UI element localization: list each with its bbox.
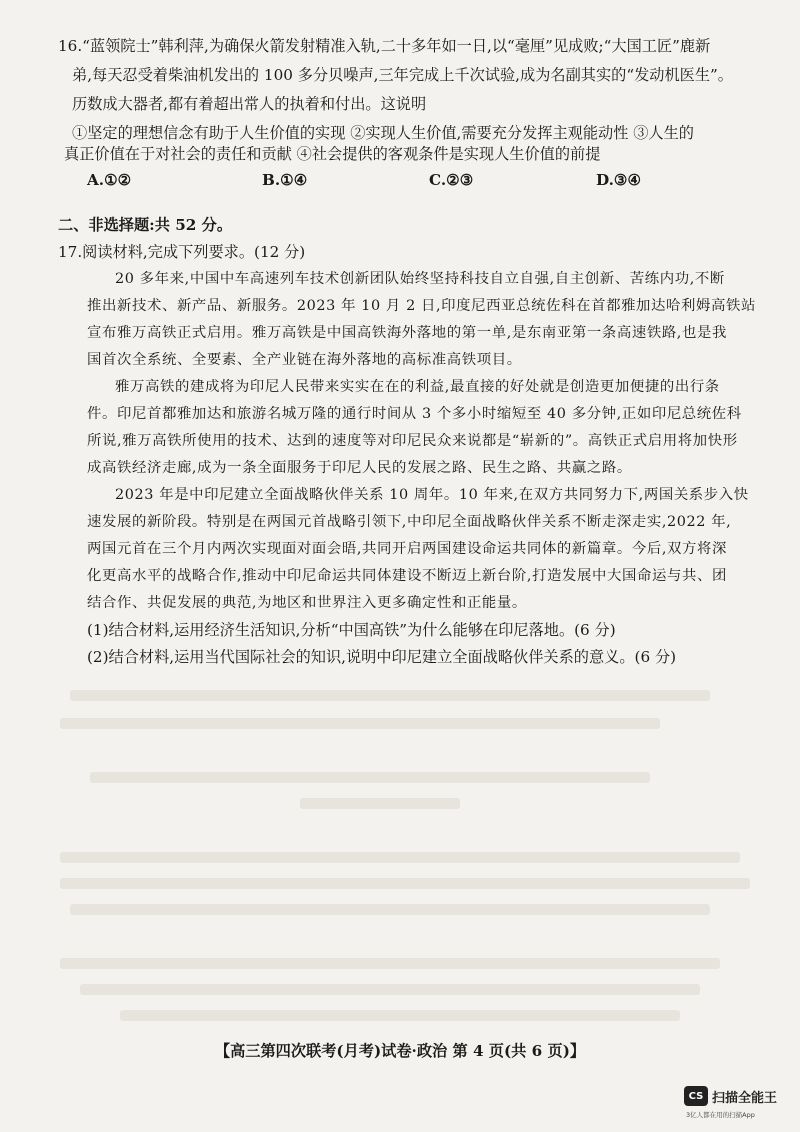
q17-subquestion-1: (1)结合材料,运用经济生活知识,分析“中国高铁”为什么能够在印尼落地。(6 分) xyxy=(87,621,616,639)
q17-passage-line: 速发展的新阶段。特别是在两国元首战略引领下,中印尼全面战略伙伴关系不断走深走实,2022 年, xyxy=(87,514,732,530)
q16-statement-line-1: ①坚定的理想信念有助于人生价值的实现 ②实现人生价值,需要充分发挥主观能动性 ③人生的 xyxy=(72,124,694,142)
q17-passage-line: 化更高水平的战略合作,推动中印尼命运共同体建设不断迈上新台阶,打造发展中大国命运与共、团 xyxy=(87,568,727,584)
q17-passage-line: 两国元首在三个月内两次实现面对面会晤,共同开启两国建设命运共同体的新篇章。今后,双方将深 xyxy=(87,541,727,557)
q17-passage-line: 国首次全系统、全要素、全产业链在海外落地的高标准高铁项目。 xyxy=(87,352,522,368)
q16-stem-line-1: 16.“蓝领院士”韩利萍,为确保火箭发射精准入轨,二十多年如一日,以“毫厘”见成败;“大国工匠”鹿新 xyxy=(58,37,711,55)
page-footer: 【高三第四次联考(月考)试卷·政治 第 4 页(共 6 页)】 xyxy=(214,1042,586,1060)
q17-passage-line: 20 多年来,中国中车高速列车技术创新团队始终坚持科技自立自强,自主创新、苦练内功,不断 xyxy=(115,271,725,287)
scanner-app-name: 扫描全能王 xyxy=(712,1090,778,1106)
q16-option-b: B.①④ xyxy=(262,171,308,189)
q17-instruction: 17.阅读材料,完成下列要求。(12 分) xyxy=(58,243,306,261)
q16-stem-line-3: 历数成大器者,都有着超出常人的执着和付出。这说明 xyxy=(72,95,427,113)
scanner-tagline: 3亿人都在用的扫描App xyxy=(686,1111,755,1119)
q16-statement-line-2: 真正价值在于对社会的责任和贡献 ④社会提供的客观条件是实现人生价值的前提 xyxy=(64,145,601,163)
q17-passage-line: 所说,雅万高铁所使用的技术、达到的速度等对印尼民众来说都是“崭新的”。高铁正式启用将加快形 xyxy=(87,433,738,449)
section-heading: 二、非选择题:共 52 分。 xyxy=(58,216,233,234)
camscanner-logo-icon: CS xyxy=(684,1086,708,1106)
q16-option-d: D.③④ xyxy=(596,171,642,189)
q16-option-a: A.①② xyxy=(87,171,132,189)
scanner-watermark xyxy=(684,1085,777,1107)
q17-passage-line: 推出新技术、新产品、新服务。2023 年 10 月 2 日,印度尼西亚总统佐科在首都雅加达哈利姆高铁站 xyxy=(87,298,756,314)
q17-passage-line: 成高铁经济走廊,成为一条全面服务于印尼人民的发展之路、民生之路、共赢之路。 xyxy=(87,460,632,476)
q16-stem-line-2: 弟,每天忍受着柴油机发出的 100 多分贝噪声,三年完成上千次试验,成为名副其实的“发动机医生”。 xyxy=(72,66,733,84)
q17-subquestion-2: (2)结合材料,运用当代国际社会的知识,说明中印尼建立全面战略伙伴关系的意义。(6 分) xyxy=(87,648,677,666)
q17-passage-line: 2023 年是中印尼建立全面战略伙伴关系 10 周年。10 年来,在双方共同努力下,两国关系步入快 xyxy=(115,487,749,503)
q17-passage-line: 件。印尼首都雅加达和旅游名城万隆的通行时间从 3 个多小时缩短至 40 多分钟,正如印尼总统佐科 xyxy=(87,406,742,422)
q17-passage-line: 宣布雅万高铁正式启用。雅万高铁是中国高铁海外落地的第一单,是东南亚第一条高速铁路,也是我 xyxy=(87,325,727,341)
q16-option-c: C.②③ xyxy=(429,171,474,189)
q17-passage-line: 雅万高铁的建成将为印尼人民带来实实在在的利益,最直接的好处就是创造更加便捷的出行条 xyxy=(115,379,720,395)
q17-passage-line: 结合作、共促发展的典范,为地区和世界注入更多确定性和正能量。 xyxy=(87,595,527,611)
